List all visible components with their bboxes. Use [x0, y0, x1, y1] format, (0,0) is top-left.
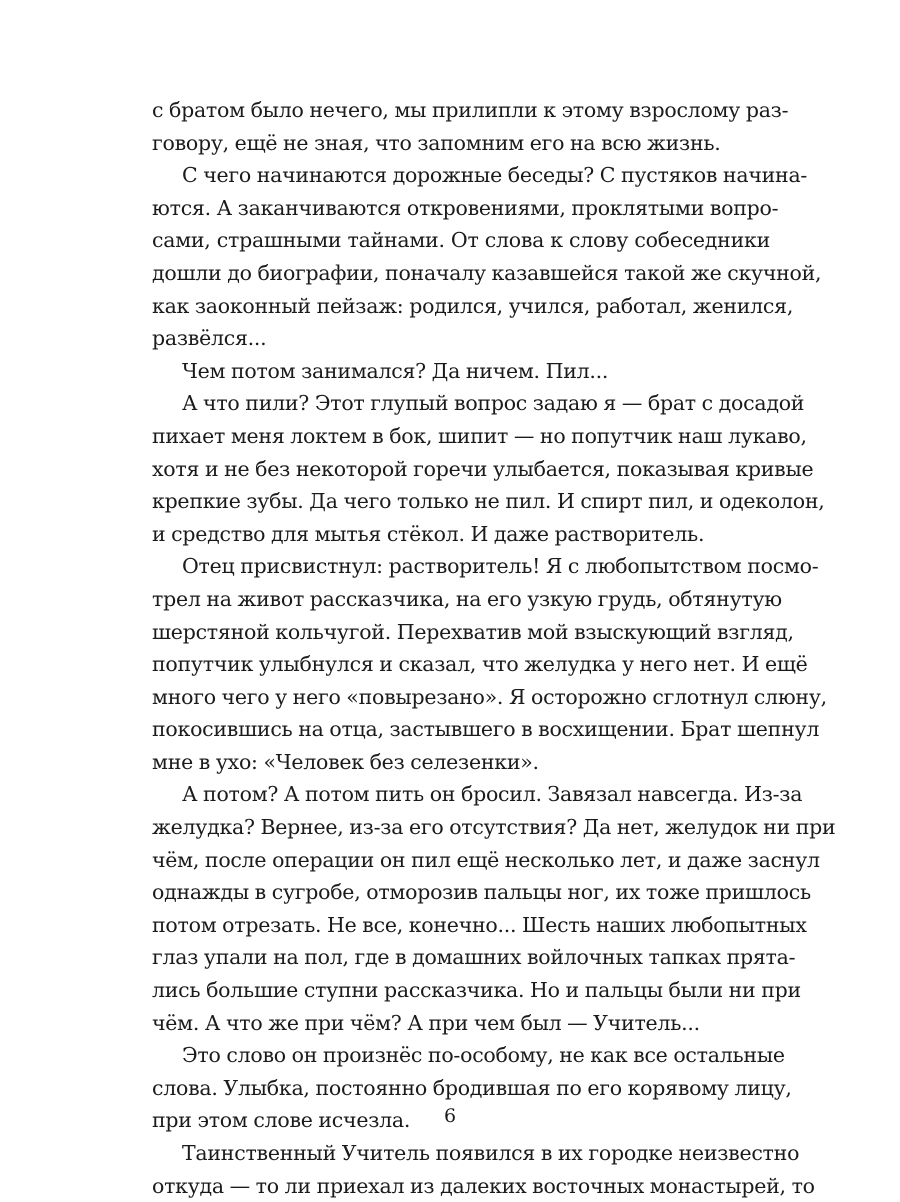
text-line: шерстяной кольчугой. Перехватив мой взыскующий взгляд, [152, 619, 794, 644]
text-line: глаз упали на пол, где в домашних войлочных тапках прята- [152, 945, 796, 970]
text-line: развёлся... [152, 326, 267, 351]
text-line: хотя и не без некоторой горечи улыбается, показывая кривые [152, 456, 814, 481]
text-line: чём, после операции он пил ещё несколько лет, и даже заснул [152, 847, 820, 872]
text-line: крепкие зубы. Да чего только не пил. И спирт пил, и одеколон, [152, 489, 825, 514]
text-line: как заоконный пейзаж: родился, учился, работал, женился, [152, 293, 794, 318]
text-line: мне в ухо: «Человек без селезенки». [152, 749, 539, 774]
text-line: много чего у него «повырезано». Я осторожно сглотнул слюну, [152, 684, 827, 709]
text-line: однажды в сугробе, отморозив пальцы ног, их тоже пришлось [152, 880, 811, 905]
text-line: Таинственный Учитель появился в их городке неизвестно [182, 1141, 800, 1165]
text-line: пихает меня локтем в бок, шипит — но попутчик наш лукаво, [152, 423, 807, 448]
text-line: при этом слове исчезла. [152, 1108, 411, 1133]
text-line: Отец присвистнул: растворитель! Я с любопытством посмо- [182, 554, 819, 579]
text-line: А что пили? Этот глупый вопрос задаю я — брат с досадой [182, 391, 805, 416]
text-line: Это слово он произнёс по-особому, не как все остальные [182, 1043, 785, 1068]
text-line: желудка? Вернее, из-за его отсутствия? Да нет, желудок ни при [152, 815, 836, 840]
text-line: попутчик улыбнулся и сказал, что желудка у него нет. И ещё [152, 652, 808, 677]
text-line: сами, страшными тайнами. От слова к слову собеседники [152, 228, 770, 253]
text-line: ются. А заканчиваются откровениями, проклятыми вопро- [152, 195, 779, 220]
text-line: слова. Улыбка, постоянно бродившая по его корявому лицу, [152, 1075, 792, 1100]
text-line: потом отрезать. Не все, конечно... Шесть наших любопытных [152, 912, 807, 937]
text-line: говору, ещё не зная, что запомним его на всю жизнь. [152, 130, 721, 155]
text-line: дошли до биографии, поначалу казавшейся такой же скучной, [152, 260, 822, 285]
text-line: с братом было нечего, мы прилипли к этому взрослому раз- [152, 98, 789, 122]
text-line: А потом? А потом пить он бросил. Завязал навсегда. Из-за [182, 782, 803, 807]
text-line: покосившись на отца, застывшего в восхищении. Брат шепнул [152, 717, 820, 742]
text-line: трел на живот рассказчика, на его узкую грудь, обтянутую [152, 586, 782, 611]
text-line: откуда — то ли приехал из далеких восточных монастырей, то [152, 1173, 815, 1198]
text-line: Чем потом занимался? Да ничем. Пил... [182, 358, 609, 383]
text-line: и средство для мытья стёкол. И даже растворитель. [152, 521, 705, 546]
page-number: 6 [443, 1105, 457, 1127]
body-text [152, 94, 836, 1202]
text-line: С чего начинаются дорожные беседы? С пустяков начина- [182, 163, 808, 188]
text-line: чём. А что же при чём? А при чем был — Учитель... [152, 1010, 700, 1035]
text-line: лись большие ступни рассказчика. Но и пальцы были ни при [152, 978, 801, 1003]
